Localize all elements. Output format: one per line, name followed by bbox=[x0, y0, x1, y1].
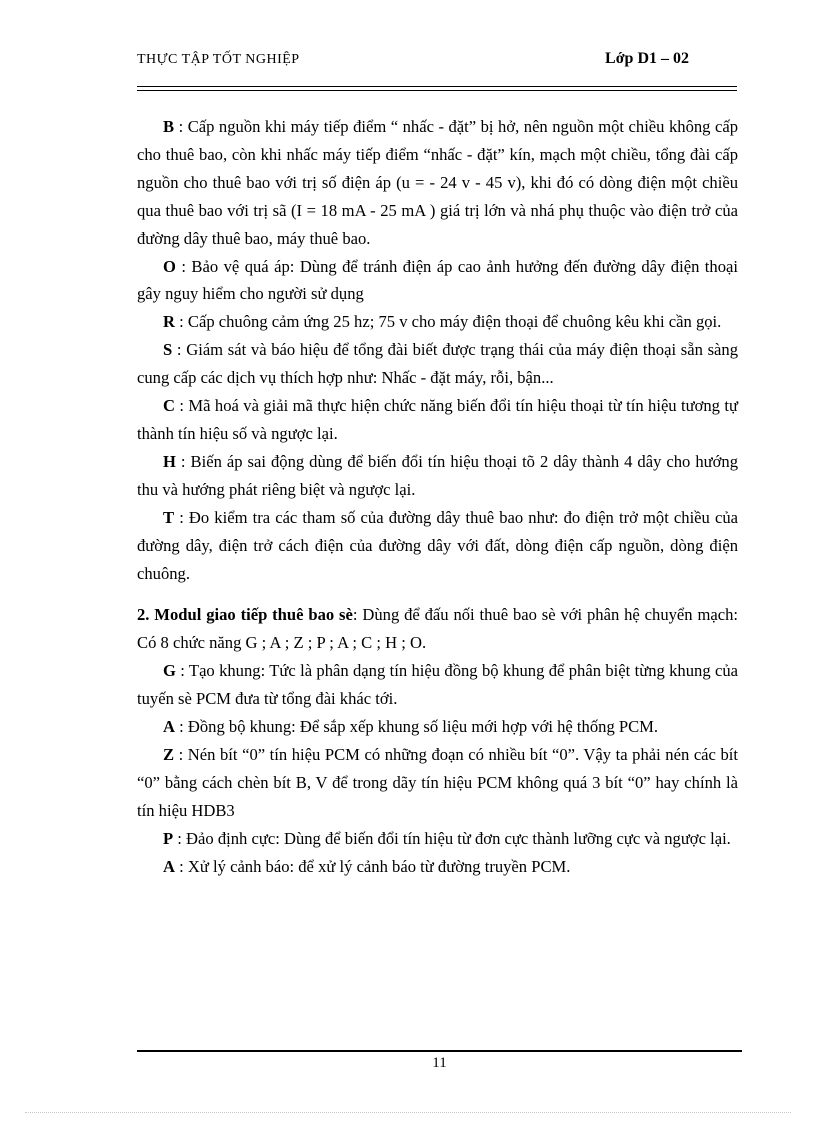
document-body bbox=[137, 113, 738, 880]
section-2-heading bbox=[137, 601, 738, 657]
page-header bbox=[137, 50, 737, 72]
paragraph-text: : Giám sát và báo hiệu để tổng đài biết được trạng thái của máy điện thoại sẵn sàng cung cấp các dịch vụ thích hợp như: Nhấc - đặt máy, rỗi, bận... bbox=[137, 340, 738, 388]
paragraph-t bbox=[137, 504, 738, 588]
paragraph-text: : Mã hoá và giải mã thực hiện chức năng biến đổi tín hiệu thoại từ tín hiệu tương tự thành tín hiệu số và ngược lại. bbox=[137, 396, 738, 443]
paragraph-z bbox=[137, 741, 738, 825]
paragraph-text: : Đồng bộ khung: Để sắp xếp khung số liệu mới hợp với hệ thống PCM. bbox=[174, 717, 659, 737]
paragraph-text: : Cấp chuông cảm ứng 25 hz; 75 v cho máy điện thoại để chuông kêu khi cần gọi. bbox=[174, 312, 722, 332]
paragraph-text: : Đảo định cực: Dùng để biến đổi tín hiệu từ đơn cực thành lưỡng cực và ngược lại. bbox=[173, 828, 731, 848]
term-label: A bbox=[163, 717, 175, 737]
header-rule bbox=[137, 86, 737, 87]
paragraph-text: : Đo kiểm tra các tham số của đường dây thuê bao như: đo điện trở một chiều của đường dây, điện trở cách điện của đường dây với đất, dòng điện cấp nguồn, dòng điện chuông. bbox=[137, 507, 738, 583]
term-label: R bbox=[163, 312, 175, 332]
term-label: P bbox=[163, 828, 174, 848]
paragraph-s bbox=[137, 336, 738, 392]
paragraph-g bbox=[137, 657, 738, 713]
paragraph-h bbox=[137, 448, 738, 504]
paragraph-text: : Bảo vệ quá áp: Dùng để tránh điện áp cao ảnh hưởng đến đường dây điện thoại gây nguy hiểm cho người sử dụng bbox=[137, 256, 738, 304]
header-title: THỰC TẬP TỐT NGHIỆP bbox=[137, 52, 300, 67]
paragraph-text: : Biến áp sai động dùng để biến đổi tín hiệu thoại tõ 2 dây thành 4 dây cho hướng thu và hướng phát riêng biệt và ngược lại. bbox=[137, 451, 738, 499]
page-number: 11 bbox=[432, 1055, 447, 1071]
term-label: S bbox=[163, 340, 173, 360]
paragraph-text: : Cấp nguồn khi máy tiếp điểm “ nhấc - đặt” bị hở, nên nguồn một chiều không cấp cho thuê bao, còn khi nhấc máy tiếp điểm “nhấc - đặt” kín, mạch một chiều, tổng đài cấp nguồn cho thuê bao với trị số điện áp (u = - 24 v - 45 v), khi đó có dòng điện một chiều qua thuê bao với trị sã (I = 18 mA - 25 mA ) giá trị lớn và nhá phụ thuộc vào điện trở của đường dây thuê bao, máy thuê bao. bbox=[137, 117, 738, 248]
section-text: : Dùng để đấu nối thuê bao sè với phân hệ chuyển mạch: Có 8 chức năng G ; A ; Z ; P ; A ; C ; H ; O. bbox=[137, 605, 738, 653]
paragraph-b bbox=[137, 113, 738, 253]
paragraph-a-alarm bbox=[137, 853, 738, 881]
term-label: G bbox=[163, 661, 176, 681]
paragraph-p bbox=[137, 825, 738, 853]
term-label: T bbox=[163, 507, 175, 527]
section-title: 2. Modul giao tiếp thuê bao sè bbox=[137, 605, 353, 625]
term-label: Z bbox=[163, 744, 175, 764]
header-rule-secondary bbox=[137, 90, 737, 91]
paragraph-text: : Xử lý cảnh báo: để xử lý cảnh báo từ đường truyền PCM. bbox=[174, 856, 571, 876]
paragraph-o bbox=[137, 253, 738, 309]
footer-rule bbox=[137, 1050, 742, 1052]
paragraph-a-sync bbox=[137, 713, 738, 741]
paragraph-text: : Nén bít “0” tín hiệu PCM có những đoạn có nhiều bít “0”. Vậy ta phải nén các bít “0” bằng cách chèn bít B, V để trong dãy tín hiệu PCM không quá 3 bít “0” hay chính là tín hiệu HDB3 bbox=[137, 744, 738, 820]
term-label: O bbox=[163, 256, 176, 276]
term-label: B bbox=[163, 117, 175, 136]
term-label: A bbox=[163, 856, 175, 876]
term-label: C bbox=[163, 396, 175, 416]
paragraph-text: : Tạo khung: Tức là phân dạng tín hiệu đồng bộ khung để phân biệt từng khung của tuyến sè PCM đưa từ tổng đài khác tới. bbox=[137, 661, 738, 709]
term-label: H bbox=[163, 451, 176, 471]
paragraph-c bbox=[137, 392, 738, 448]
header-class: Lớp D1 – 02 bbox=[605, 50, 689, 67]
paragraph-r bbox=[137, 308, 738, 336]
page-edge-divider bbox=[25, 1112, 791, 1113]
